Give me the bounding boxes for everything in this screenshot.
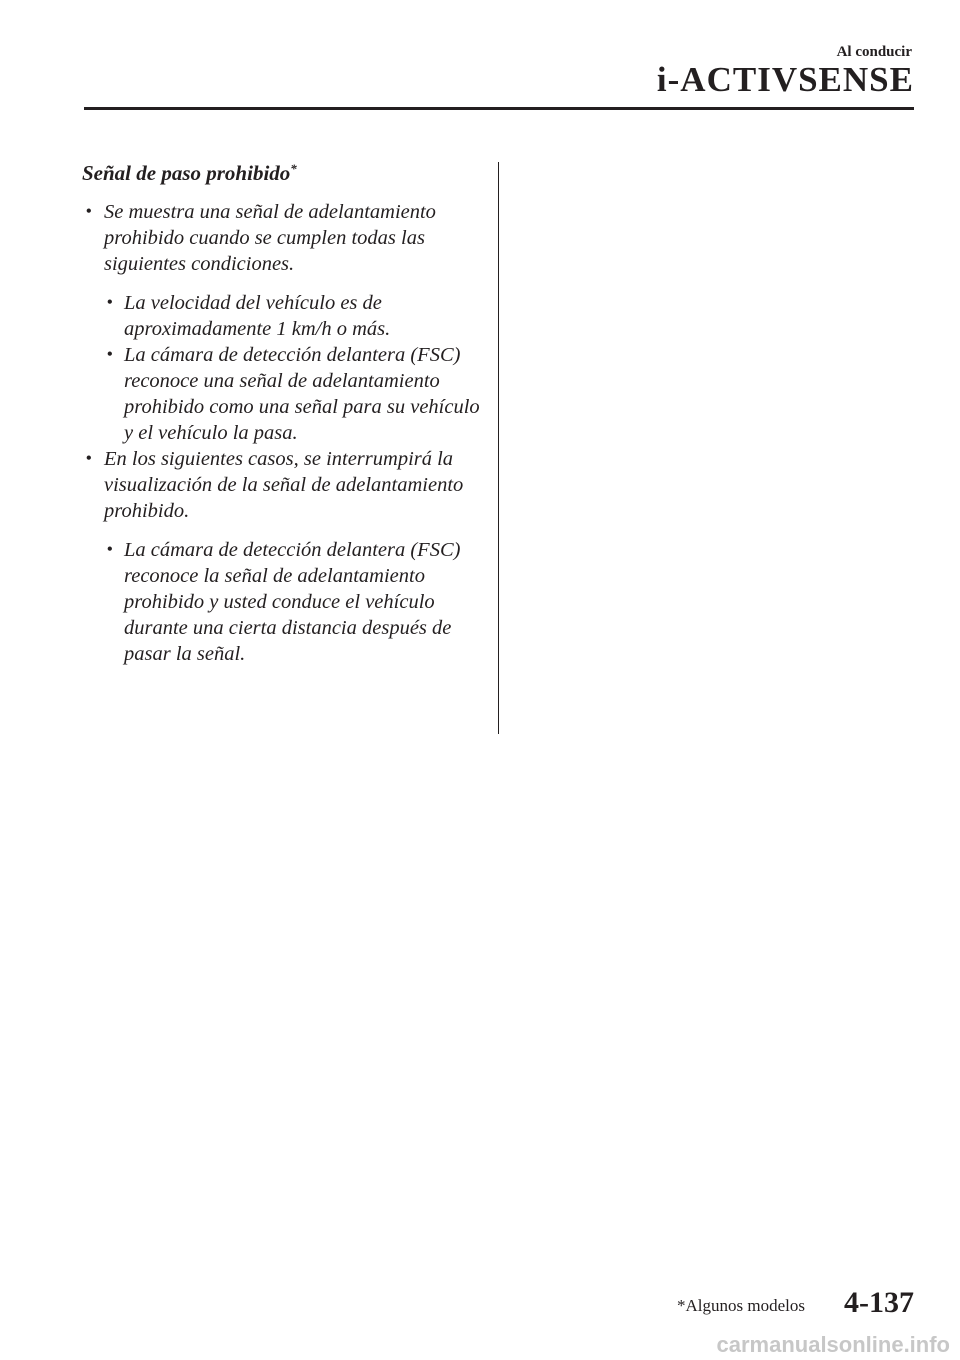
bullet-dot-icon: • <box>86 203 92 220</box>
content-column <box>82 160 482 667</box>
header-chapter-title: i-ACTIVSENSE <box>656 60 914 99</box>
optional-equipment-mark: * <box>290 161 297 176</box>
sub-bullet-list-2 <box>104 537 482 667</box>
header-rule <box>84 107 914 110</box>
column-divider <box>498 162 499 734</box>
sub-bullet-item-1-1-text: La velocidad del vehículo es de aproximadamente 1 km/h o más. <box>124 292 391 340</box>
bullet-dot-icon: • <box>86 450 92 467</box>
sub-bullet-item-2-1 <box>104 537 482 667</box>
sub-bullet-item-2-1-text: La cámara de detección delantera (FSC) reconoce la señal de adelantamiento prohibido y usted conduce el vehículo durante una cierta distancia después de pasar la señal. <box>124 539 461 665</box>
bullet-dot-icon: • <box>107 294 113 311</box>
bullet-dot-icon: • <box>107 541 113 558</box>
bullet-item-1 <box>82 199 482 277</box>
sub-bullet-list-1 <box>104 290 482 446</box>
section-heading <box>82 160 482 186</box>
sub-bullet-item-1-2-text: La cámara de detección delantera (FSC) reconoce una señal de adelantamiento prohibido como una señal para su vehículo y el vehículo la pasa. <box>124 344 480 444</box>
bullet-dot-icon: • <box>107 346 113 363</box>
watermark-text: carmanualsonline.info <box>716 1332 950 1357</box>
page-number: 4-137 <box>844 1286 914 1319</box>
header-section-title: Al conducir <box>836 44 912 60</box>
footer-note: *Algunos modelos <box>677 1296 805 1315</box>
sub-bullet-item-1-2 <box>104 342 482 446</box>
bullet-item-2 <box>82 446 482 524</box>
sub-bullet-item-1-1 <box>104 290 482 342</box>
section-heading-text: Señal de paso prohibido <box>82 161 291 185</box>
bullet-item-2-text: En los siguientes casos, se interrumpirá la visualización de la señal de adelantamiento prohibido. <box>104 448 464 522</box>
bullet-item-1-text: Se muestra una señal de adelantamiento prohibido cuando se cumplen todas las siguientes condiciones. <box>104 201 436 275</box>
